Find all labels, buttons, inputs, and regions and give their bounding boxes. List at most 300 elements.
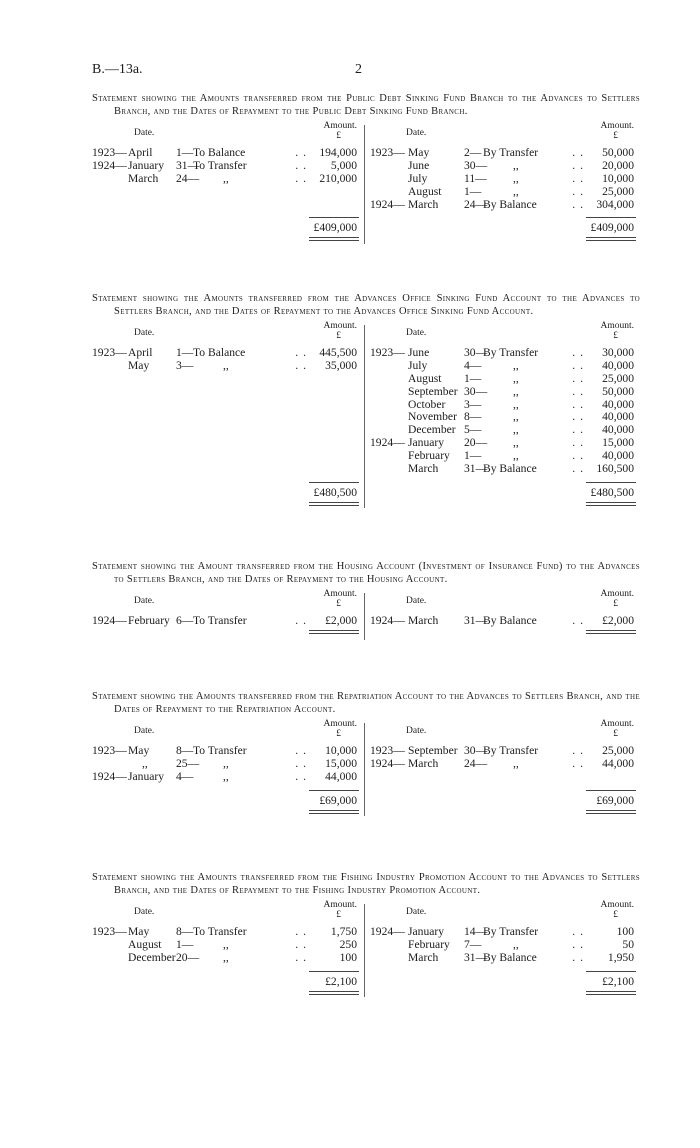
date-header: Date.	[134, 328, 155, 338]
entry-amount: 50	[622, 937, 634, 951]
column-header	[370, 719, 640, 745]
column-total	[370, 971, 640, 991]
ledger-row	[370, 173, 640, 186]
ledger-table	[92, 321, 640, 508]
ledger-row	[92, 758, 363, 771]
entry-amount: 304,000	[596, 197, 634, 211]
entry-month: February	[408, 449, 450, 463]
date-header: Date.	[134, 596, 155, 606]
column-header	[92, 121, 363, 147]
entry-description: ,,	[513, 937, 519, 951]
statement-title: Statement showing the Amounts transferred from the Repatriation Account to the Advances to Settlers Branch, and the Dates of Repayment to the Repatriation Account.	[92, 691, 640, 715]
blank-row	[92, 411, 363, 424]
entry-day: 14—	[464, 925, 488, 938]
leader-dots: . .	[295, 358, 307, 372]
entry-description: To Transfer	[193, 614, 247, 627]
column-total	[370, 217, 640, 237]
leader-dots: . .	[295, 146, 307, 159]
entry-month: June	[408, 158, 430, 172]
entry-day: 1—	[176, 146, 194, 159]
entry-month: May	[128, 744, 150, 757]
entry-year: 1924—	[92, 158, 127, 172]
column-divider	[364, 125, 365, 244]
repayments-column	[370, 589, 640, 648]
currency-unit: £	[613, 910, 618, 920]
entry-month: January	[408, 436, 445, 450]
entry-month: July	[408, 358, 428, 372]
entry-day: 30—	[464, 158, 488, 172]
amount-header	[287, 589, 357, 609]
entry-amount: 30,000	[602, 346, 634, 359]
blank-row	[92, 386, 363, 399]
leader-dots: . .	[572, 146, 584, 159]
entry-amount: 100	[616, 925, 634, 938]
entry-day: 2—	[464, 146, 482, 159]
total-amount: £409,000	[313, 221, 357, 235]
entry-amount: 5,000	[330, 158, 357, 172]
entry-description: ,,	[513, 449, 519, 463]
ledger-row	[92, 939, 363, 952]
total-rule	[586, 971, 636, 972]
total-amount: £2,100	[325, 974, 357, 988]
currency-unit: £	[613, 131, 618, 141]
double-rule	[586, 237, 636, 241]
entry-description: ,,	[513, 371, 519, 385]
page-number: 2	[355, 62, 362, 77]
entry-amount: 25,000	[602, 371, 634, 385]
entry-amount: 25,000	[602, 184, 634, 198]
column-divider	[364, 723, 365, 816]
entry-description: ,,	[513, 158, 519, 172]
entry-month: September	[408, 384, 458, 398]
entry-amount: 40,000	[602, 449, 634, 463]
date-header: Date.	[134, 726, 155, 736]
column-divider	[364, 325, 365, 508]
column-divider	[364, 904, 365, 997]
statement-section	[92, 872, 640, 997]
entry-amount: 160,500	[596, 462, 634, 476]
blank-row	[92, 450, 363, 463]
entry-day: 30—	[464, 384, 488, 398]
ledger-row	[370, 939, 640, 952]
entry-month: July	[408, 171, 428, 185]
entry-day: 24—	[464, 756, 488, 770]
entry-month: August	[128, 937, 162, 951]
total-amount: £480,500	[590, 485, 634, 499]
entry-day: 1—	[176, 346, 194, 359]
leader-dots: . .	[295, 769, 307, 783]
leader-dots: . .	[295, 925, 307, 938]
entry-year: 1923—	[92, 744, 127, 757]
entry-description: ,,	[513, 436, 519, 450]
statement-title: Statement showing the Amounts transferred from the Public Debt Sinking Fund Branch to the Advances to Settlers Branch, and the Dates of Repayment to the Public Debt Sinking Fund Branch.	[92, 93, 640, 117]
ledger-row	[370, 360, 640, 373]
currency-unit: £	[613, 331, 618, 341]
entry-amount: 35,000	[325, 358, 357, 372]
entry-month: April	[128, 146, 153, 159]
entry-year: 1923—	[92, 346, 127, 359]
ledger-row	[92, 745, 363, 758]
entry-day: 31—	[464, 462, 488, 476]
ledger-row	[92, 173, 363, 186]
date-header: Date.	[406, 328, 427, 338]
date-header: Date.	[406, 907, 427, 917]
entry-month: February	[128, 614, 170, 627]
entry-day: 31—	[464, 614, 488, 627]
ledger-row	[370, 926, 640, 939]
double-rule	[309, 991, 359, 995]
leader-dots: . .	[572, 158, 584, 172]
entry-month: September	[408, 744, 458, 757]
entry-day: 8—	[176, 744, 194, 757]
amount-header	[564, 321, 634, 341]
entry-description: To Balance	[193, 346, 246, 359]
currency-unit: £	[336, 729, 341, 739]
ledger-row	[370, 745, 640, 758]
entry-description: ,,	[513, 410, 519, 424]
column-total	[92, 217, 363, 237]
ledger-row	[370, 952, 640, 965]
ledger-row	[370, 615, 640, 628]
statement-section	[92, 561, 640, 640]
entry-amount: 40,000	[602, 397, 634, 411]
entry-description: ,,	[223, 756, 229, 770]
entry-description: ,,	[513, 384, 519, 398]
double-rule	[309, 630, 359, 634]
entry-amount: 210,000	[319, 171, 357, 185]
currency-unit: £	[336, 599, 341, 609]
entry-day: 4—	[464, 358, 482, 372]
entry-amount: 44,000	[602, 756, 634, 770]
leader-dots: . .	[572, 184, 584, 198]
amount-header	[287, 900, 357, 920]
entry-description: ,,	[513, 358, 519, 372]
double-rule	[586, 991, 636, 995]
entry-month: January	[408, 925, 445, 938]
ledger-table	[92, 121, 640, 244]
ledger-row	[370, 373, 640, 386]
ledger-row	[370, 347, 640, 360]
total-amount: £69,000	[319, 793, 357, 807]
entry-day: 20—	[464, 436, 488, 450]
transfers-column	[92, 589, 363, 648]
entry-month: March	[408, 950, 439, 964]
entry-year: 1924—	[370, 614, 405, 627]
ledger-row	[92, 926, 363, 939]
total-rule	[586, 790, 636, 791]
entry-day: 1—	[464, 184, 482, 198]
transfers-column	[92, 719, 363, 810]
entry-description: To Transfer	[193, 158, 247, 172]
leader-dots: . .	[572, 950, 584, 964]
blank-row	[92, 463, 363, 476]
repayments-column	[370, 900, 640, 991]
currency-unit: £	[613, 599, 618, 609]
leader-dots: . .	[572, 346, 584, 359]
entry-day: 24—	[176, 171, 200, 185]
entry-day: 4—	[176, 769, 194, 783]
amount-header-label: Amount.	[323, 121, 357, 131]
entry-day: 5—	[464, 423, 482, 437]
column-header	[370, 121, 640, 147]
entry-description: ,,	[513, 171, 519, 185]
blank-row	[92, 399, 363, 412]
amount-header	[287, 121, 357, 141]
column-header	[92, 589, 363, 615]
entry-month: April	[128, 346, 153, 359]
statement-title: Statement showing the Amounts transferred from the Fishing Industry Promotion Account to the Advances to Settlers Branch, and the Dates of Repayment to the Fishing Industry Promotion Account.	[92, 872, 640, 896]
ledger-row	[370, 758, 640, 771]
entry-amount: 1,750	[330, 925, 357, 938]
entry-description: To Balance	[193, 146, 246, 159]
leader-dots: . .	[572, 756, 584, 770]
statement-section	[92, 93, 640, 244]
entry-description: To Transfer	[193, 744, 247, 757]
ledger-row	[92, 771, 363, 784]
entry-day: 20—	[176, 950, 200, 964]
leader-dots: . .	[572, 614, 584, 627]
column-total	[370, 482, 640, 502]
total-amount: £69,000	[596, 793, 634, 807]
entry-day: 30—	[464, 744, 488, 757]
entry-month: March	[408, 756, 439, 770]
entry-description: ,,	[223, 769, 229, 783]
entry-year: 1923—	[370, 744, 405, 757]
total-rule	[309, 482, 359, 483]
entry-day: 31—	[176, 158, 200, 172]
amount-header-label: Amount.	[600, 589, 634, 599]
entry-day: 8—	[176, 925, 194, 938]
leader-dots: . .	[572, 937, 584, 951]
entry-day: 30—	[464, 346, 488, 359]
column-total	[92, 971, 363, 991]
entry-day: 1—	[176, 937, 194, 951]
double-rule	[309, 237, 359, 241]
amount-header	[564, 589, 634, 609]
entry-amount: 20,000	[602, 158, 634, 172]
entry-amount: 250	[339, 937, 357, 951]
entry-description: By Transfer	[483, 346, 539, 359]
entry-day: 3—	[176, 358, 194, 372]
total-rule	[586, 217, 636, 218]
entry-month: August	[408, 184, 442, 198]
entry-amount: 40,000	[602, 423, 634, 437]
double-rule	[586, 502, 636, 506]
column-total	[92, 628, 363, 648]
entry-month: March	[408, 197, 439, 211]
double-rule	[309, 810, 359, 814]
leader-dots: . .	[295, 756, 307, 770]
entry-month: December	[128, 950, 176, 964]
repayments-column	[370, 121, 640, 237]
entry-month: March	[408, 614, 439, 627]
entry-month: October	[408, 397, 446, 411]
entry-month: May	[128, 925, 150, 938]
entry-amount: 10,000	[602, 171, 634, 185]
entry-month: March	[128, 171, 159, 185]
leader-dots: . .	[295, 158, 307, 172]
entry-amount: £2,000	[325, 614, 357, 627]
leader-dots: . .	[572, 744, 584, 757]
entry-amount: 44,000	[325, 769, 357, 783]
entry-year: 1924—	[92, 769, 127, 783]
entry-description: By Balance	[483, 197, 537, 211]
leader-dots: . .	[572, 197, 584, 211]
entry-month: June	[408, 346, 430, 359]
total-rule	[309, 217, 359, 218]
date-header: Date.	[406, 128, 427, 138]
leader-dots: . .	[295, 950, 307, 964]
date-header: Date.	[134, 128, 155, 138]
blank-row	[92, 437, 363, 450]
entry-day: 24—	[464, 197, 488, 211]
blank-row	[92, 199, 363, 212]
leader-dots: . .	[572, 462, 584, 476]
entry-year: 1924—	[370, 436, 405, 450]
transfers-column	[92, 321, 363, 502]
entry-amount: 50,000	[602, 384, 634, 398]
entry-amount: 50,000	[602, 146, 634, 159]
entry-year: 1924—	[370, 197, 405, 211]
entry-month: March	[408, 462, 439, 476]
entry-amount: 194,000	[319, 146, 357, 159]
entry-amount: £2,000	[602, 614, 634, 627]
leader-dots: . .	[295, 171, 307, 185]
column-divider	[364, 593, 365, 640]
ledger-row	[370, 147, 640, 160]
total-rule	[309, 971, 359, 972]
entry-month: May	[408, 146, 430, 159]
entry-day: 11—	[464, 171, 487, 185]
currency-unit: £	[613, 729, 618, 739]
column-total	[370, 790, 640, 810]
transfers-column	[92, 121, 363, 237]
entry-description: ,,	[513, 184, 519, 198]
ledger-row	[92, 147, 363, 160]
amount-header-label: Amount.	[600, 121, 634, 131]
leader-dots: . .	[295, 346, 307, 359]
ledger-row	[92, 347, 363, 360]
leader-dots: . .	[572, 358, 584, 372]
currency-unit: £	[336, 910, 341, 920]
column-total	[92, 482, 363, 502]
currency-unit: £	[336, 331, 341, 341]
ledger-row	[370, 160, 640, 173]
column-total	[92, 790, 363, 810]
entry-month: January	[128, 769, 165, 783]
entry-description: ,,	[513, 423, 519, 437]
double-rule	[586, 630, 636, 634]
amount-header-label: Amount.	[600, 321, 634, 331]
ledger-row	[370, 463, 640, 476]
ledger-row	[370, 186, 640, 199]
entry-year: 1923—	[92, 925, 127, 938]
entry-year: 1923—	[370, 146, 405, 159]
entry-year: 1924—	[92, 614, 127, 627]
blank-row	[92, 373, 363, 386]
total-amount: £409,000	[590, 221, 634, 235]
blank-row	[370, 771, 640, 784]
leader-dots: . .	[295, 614, 307, 627]
entry-month: January	[128, 158, 165, 172]
leader-dots: . .	[572, 423, 584, 437]
entry-year: 1923—	[370, 346, 405, 359]
statement-section	[92, 293, 640, 508]
entry-month: November	[408, 410, 457, 424]
entry-amount: 25,000	[602, 744, 634, 757]
ledger-table	[92, 719, 640, 816]
leader-dots: . .	[572, 436, 584, 450]
ledger-row	[92, 952, 363, 965]
leader-dots: . .	[572, 925, 584, 938]
entry-amount: 445,500	[319, 346, 357, 359]
entry-month: August	[408, 371, 442, 385]
column-header	[370, 589, 640, 615]
statement-section	[92, 691, 640, 816]
column-header	[92, 900, 363, 926]
entry-amount: 15,000	[325, 756, 357, 770]
entry-day: 7—	[464, 937, 482, 951]
blank-row	[92, 186, 363, 199]
double-rule	[309, 502, 359, 506]
entry-description: By Transfer	[483, 744, 539, 757]
entry-description: ,,	[223, 171, 229, 185]
ledger-row	[370, 386, 640, 399]
entry-day: 3—	[464, 397, 482, 411]
leader-dots: . .	[295, 937, 307, 951]
entry-description: ,,	[223, 358, 229, 372]
entry-amount: 1,950	[607, 950, 634, 964]
entry-day: 8—	[464, 410, 482, 424]
entry-year: 1924—	[370, 925, 405, 938]
entry-day: 1—	[464, 449, 482, 463]
ledger-table	[92, 900, 640, 997]
column-header	[92, 719, 363, 745]
amount-header-label: Amount.	[323, 589, 357, 599]
entry-day: 25—	[176, 756, 200, 770]
amount-header-label: Amount.	[323, 321, 357, 331]
amount-header	[564, 900, 634, 920]
total-amount: £2,100	[602, 974, 634, 988]
entry-day: 1—	[464, 371, 482, 385]
column-header	[92, 321, 363, 347]
entry-amount: 100	[339, 950, 357, 964]
amount-header-label: Amount.	[323, 719, 357, 729]
entry-month: May	[128, 358, 150, 372]
total-amount: £480,500	[313, 485, 357, 499]
column-header	[370, 900, 640, 926]
transfers-column	[92, 900, 363, 991]
amount-header	[287, 321, 357, 341]
entry-description: By Balance	[483, 614, 537, 627]
entry-amount: 10,000	[325, 744, 357, 757]
entry-description: ,,	[223, 937, 229, 951]
total-rule	[309, 790, 359, 791]
date-header: Date.	[406, 596, 427, 606]
ledger-table	[92, 589, 640, 640]
leader-dots: . .	[572, 371, 584, 385]
statement-title: Statement showing the Amount transferred from the Housing Account (Investment of Insurance Fund) to the Advances to Settlers Branch, and the Dates of Repayment to the Housing Account.	[92, 561, 640, 585]
repayments-column	[370, 719, 640, 810]
ledger-row	[370, 199, 640, 212]
date-header: Date.	[134, 907, 155, 917]
entry-month: December	[408, 423, 456, 437]
page-reference: B.—13a.	[92, 62, 143, 77]
amount-header	[287, 719, 357, 739]
repayments-column	[370, 321, 640, 502]
column-header	[370, 321, 640, 347]
entry-year: 1923—	[92, 146, 127, 159]
